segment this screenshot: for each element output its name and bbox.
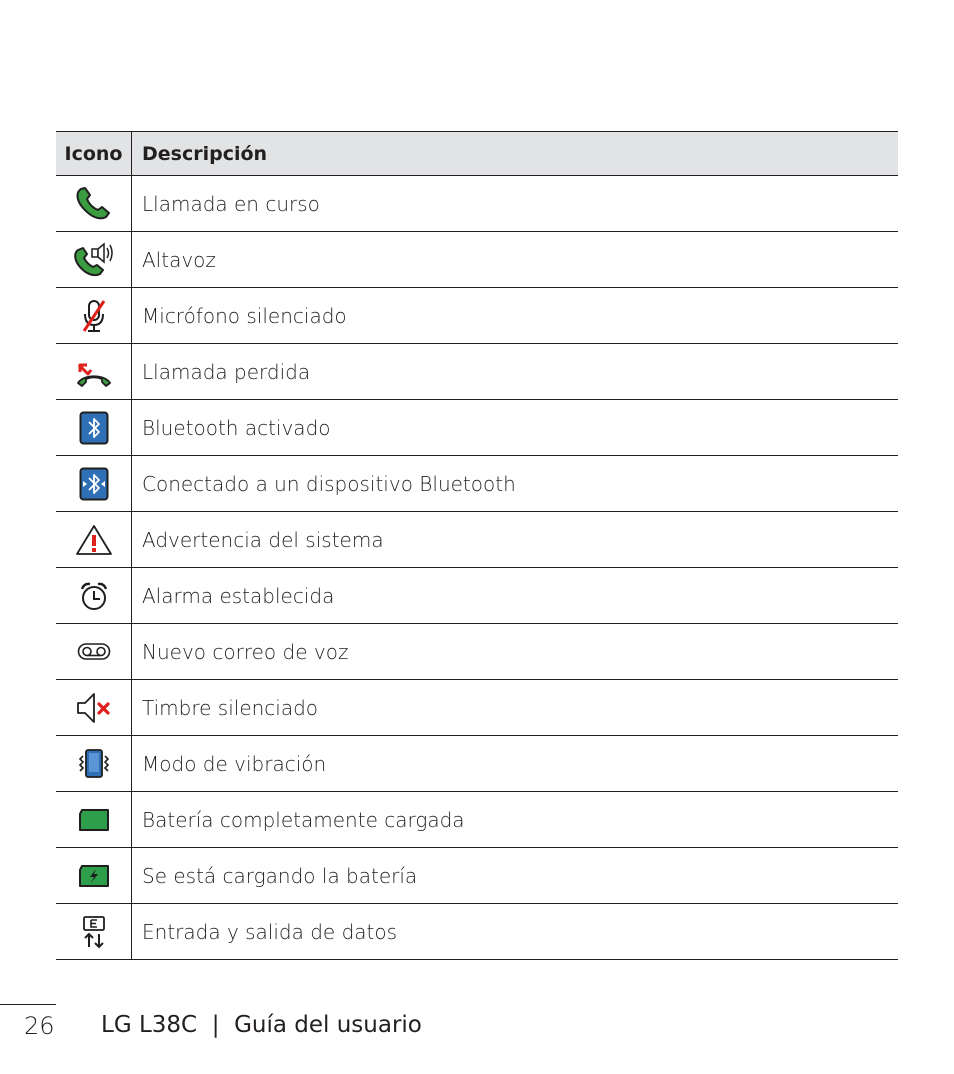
table-row — [56, 736, 898, 792]
icon-table — [56, 131, 898, 960]
table-row — [56, 456, 898, 512]
microphone-muted-icon — [79, 298, 109, 334]
battery-charging-icon — [77, 864, 111, 888]
row-description: Timbre silenciado — [132, 680, 899, 736]
page-number: 26 — [24, 1012, 55, 1040]
row-description: Advertencia del sistema — [132, 512, 899, 568]
table-row — [56, 624, 898, 680]
running-title: LG L38C | Guía del usuario — [101, 1012, 422, 1038]
row-description: Modo de vibración — [132, 736, 899, 792]
row-description: Llamada perdida — [132, 344, 899, 400]
row-description: Alarma establecida — [132, 568, 899, 624]
row-description: Entrada y salida de datos — [132, 904, 899, 960]
table-row — [56, 400, 898, 456]
bluetooth-connected-icon — [79, 467, 109, 501]
table-row — [56, 680, 898, 736]
row-description: Batería completamente cargada — [132, 792, 899, 848]
voicemail-icon — [77, 642, 111, 662]
table-row — [56, 904, 898, 960]
row-description: Bluetooth activado — [132, 400, 899, 456]
table-row — [56, 848, 898, 904]
row-description: Altavoz — [132, 232, 899, 288]
row-description: Llamada en curso — [132, 176, 899, 232]
table-header-row — [56, 132, 898, 176]
table-row — [56, 792, 898, 848]
data-in-out-icon — [79, 915, 109, 949]
header-icon: Icono — [56, 132, 132, 176]
battery-full-icon — [77, 808, 111, 832]
row-description: Conectado a un dispositivo Bluetooth — [132, 456, 899, 512]
table-row — [56, 568, 898, 624]
ringer-muted-icon — [75, 691, 113, 725]
row-description: Nuevo correo de voz — [132, 624, 899, 680]
footer-divider — [0, 1004, 56, 1005]
system-warning-icon — [75, 524, 113, 556]
alarm-clock-icon — [78, 580, 110, 612]
bluetooth-on-icon — [79, 411, 109, 445]
header-description: Descripción — [132, 132, 899, 176]
table-row — [56, 344, 898, 400]
speakerphone-icon — [73, 242, 115, 278]
row-description: Micrófono silenciado — [132, 288, 899, 344]
table-row — [56, 232, 898, 288]
missed-call-icon — [75, 356, 113, 388]
table-row — [56, 512, 898, 568]
vibrate-mode-icon — [77, 748, 111, 780]
table-row — [56, 288, 898, 344]
row-description: Se está cargando la batería — [132, 848, 899, 904]
table-row — [56, 176, 898, 232]
phone-call-icon — [74, 186, 114, 222]
